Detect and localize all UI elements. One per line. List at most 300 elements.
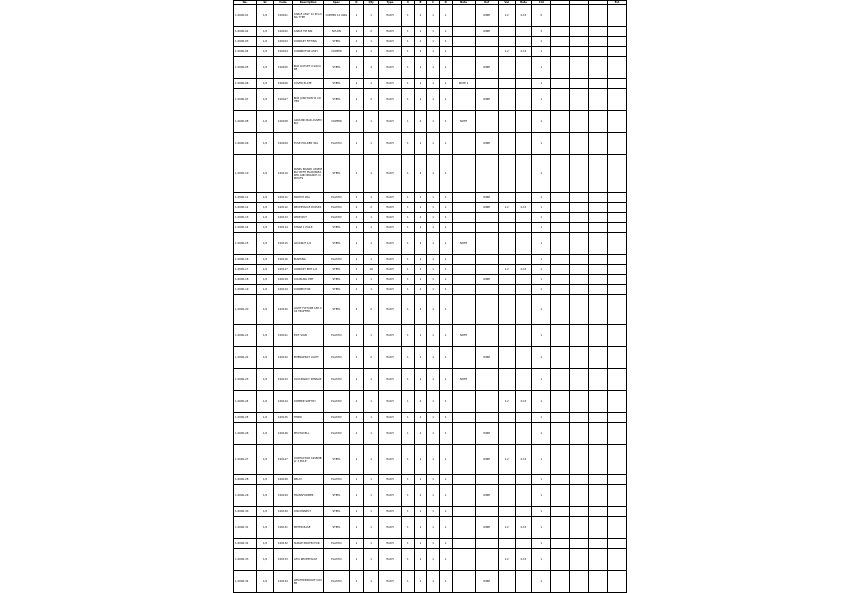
table-cell: 1-0000-01 bbox=[234, 5, 257, 27]
table-cell bbox=[570, 37, 589, 47]
table-cell: 1 bbox=[532, 445, 551, 475]
table-cell: 1 bbox=[364, 213, 379, 223]
table-cell: 1 bbox=[532, 133, 551, 155]
table-cell bbox=[498, 275, 515, 285]
table-cell: 1 bbox=[532, 265, 551, 275]
table-cell: 1 bbox=[402, 89, 415, 111]
table-cell: 1 bbox=[414, 89, 427, 111]
table-cell: 1-0000-28 bbox=[234, 475, 257, 485]
table-cell bbox=[452, 27, 475, 37]
table-cell: 1 bbox=[414, 571, 427, 593]
table-cell: 1 bbox=[427, 57, 440, 79]
table-cell bbox=[551, 507, 570, 517]
table-cell bbox=[515, 571, 532, 593]
table-cell: 1 bbox=[402, 213, 415, 223]
table-cell: 1 bbox=[439, 133, 452, 155]
table-cell: EACH bbox=[378, 79, 401, 89]
table-cell: PHOTOCELL bbox=[292, 423, 324, 445]
table-cell: STEEL bbox=[324, 79, 349, 89]
table-cell bbox=[607, 255, 626, 265]
table-cell bbox=[570, 347, 589, 369]
table-cell bbox=[570, 475, 589, 485]
table-cell: 1-0000-02 bbox=[234, 27, 257, 37]
table-cell: 1 bbox=[402, 111, 415, 133]
table-cell: 1-0000-12 bbox=[234, 203, 257, 213]
table-cell bbox=[475, 325, 498, 347]
table-cell: 1-0000-07 bbox=[234, 89, 257, 111]
table-cell: 1 bbox=[364, 549, 379, 571]
table-cell: 1 bbox=[439, 391, 452, 413]
table-row bbox=[234, 369, 627, 391]
table-cell: COPPER 12 AWG bbox=[324, 5, 349, 27]
table-row bbox=[234, 549, 627, 571]
column-header: B bbox=[414, 1, 427, 5]
table-cell: 100131 bbox=[273, 517, 292, 539]
table-cell: EACH bbox=[378, 347, 401, 369]
table-cell: 1 bbox=[439, 369, 452, 391]
table-cell: 1/2 bbox=[257, 111, 274, 133]
table-cell: 1 bbox=[532, 57, 551, 79]
table-cell: EACH bbox=[378, 369, 401, 391]
table-cell bbox=[498, 539, 515, 549]
table-cell bbox=[515, 347, 532, 369]
table-cell bbox=[589, 233, 608, 255]
table-row bbox=[234, 57, 627, 79]
table-cell: 1/2 bbox=[257, 571, 274, 593]
table-cell bbox=[551, 347, 570, 369]
table-cell bbox=[452, 347, 475, 369]
table-row bbox=[234, 223, 627, 233]
table-cell: 1 bbox=[427, 391, 440, 413]
table-row bbox=[234, 37, 627, 47]
table-cell bbox=[475, 539, 498, 549]
table-cell bbox=[452, 5, 475, 27]
table-cell bbox=[570, 111, 589, 133]
table-cell: 1 bbox=[349, 111, 364, 133]
table-cell: NOTE bbox=[452, 325, 475, 347]
table-cell: NOTE 1 bbox=[452, 79, 475, 89]
table-cell bbox=[475, 391, 498, 413]
table-cell bbox=[607, 203, 626, 213]
table-cell bbox=[515, 223, 532, 233]
table-cell: WIRE bbox=[475, 89, 498, 111]
table-cell: 1/2 bbox=[257, 193, 274, 203]
table-cell: 1 bbox=[532, 203, 551, 213]
table-cell: EACH bbox=[378, 89, 401, 111]
table-cell: 1-0000-23 bbox=[234, 369, 257, 391]
table-cell bbox=[515, 275, 532, 285]
table-row bbox=[234, 475, 627, 485]
table-cell: 100116 bbox=[273, 255, 292, 265]
table-cell: 1 bbox=[349, 5, 364, 27]
table-cell: 1 bbox=[402, 285, 415, 295]
table-cell: EACH bbox=[378, 413, 401, 423]
table-cell: 1 bbox=[402, 369, 415, 391]
table-cell: EMERGENCY LIGHT bbox=[292, 347, 324, 369]
table-row bbox=[234, 325, 627, 347]
table-cell: 1 bbox=[439, 285, 452, 295]
table-cell: 1 bbox=[427, 275, 440, 285]
table-cell bbox=[452, 203, 475, 213]
table-row bbox=[234, 571, 627, 593]
table-cell: 1 bbox=[532, 89, 551, 111]
table-cell bbox=[607, 369, 626, 391]
table-cell bbox=[607, 155, 626, 193]
table-cell: 1 bbox=[364, 111, 379, 133]
table-cell: 1-0000-13 bbox=[234, 213, 257, 223]
table-cell: 1 bbox=[532, 347, 551, 369]
table-cell: 1 bbox=[439, 445, 452, 475]
table-cell: 1/2 bbox=[257, 517, 274, 539]
table-cell: CONNECTOR ASSY bbox=[292, 47, 324, 57]
table-cell: 1 bbox=[439, 423, 452, 445]
table-cell: 1 bbox=[439, 571, 452, 593]
table-cell: 1-0000-19 bbox=[234, 285, 257, 295]
column-header: Ext bbox=[607, 1, 626, 5]
table-cell: 1 bbox=[402, 517, 415, 539]
table-cell: 100110 bbox=[273, 155, 292, 193]
table-cell bbox=[551, 285, 570, 295]
table-cell: 1/2 bbox=[257, 79, 274, 89]
table-cell bbox=[498, 223, 515, 233]
table-cell: 100120 bbox=[273, 295, 292, 325]
table-cell bbox=[589, 571, 608, 593]
table-cell: GROUND BAR ASSEMBLY bbox=[292, 111, 324, 133]
table-cell: 1 bbox=[364, 5, 379, 27]
table-cell: STEEL bbox=[324, 223, 349, 233]
table-cell: EACH bbox=[378, 285, 401, 295]
table-cell bbox=[551, 275, 570, 285]
table-cell: NOTE bbox=[452, 111, 475, 133]
table-cell: STEEL bbox=[324, 517, 349, 539]
table-cell bbox=[452, 275, 475, 285]
table-cell: 1 bbox=[427, 213, 440, 223]
table-cell: 2 bbox=[349, 203, 364, 213]
table-cell: 0.15 bbox=[515, 203, 532, 213]
table-cell: EACH bbox=[378, 423, 401, 445]
table-cell: 2 bbox=[414, 233, 427, 255]
table-cell bbox=[570, 517, 589, 539]
table-cell bbox=[498, 213, 515, 223]
table-cell: 1.2 bbox=[498, 391, 515, 413]
table-cell: 1/2 bbox=[257, 485, 274, 507]
table-cell bbox=[589, 325, 608, 347]
table-row bbox=[234, 295, 627, 325]
table-cell bbox=[570, 213, 589, 223]
table-cell: 1 bbox=[364, 445, 379, 475]
table-cell: PLASTIC bbox=[324, 213, 349, 223]
table-cell: 1 bbox=[364, 37, 379, 47]
table-cell bbox=[607, 507, 626, 517]
table-cell: 1 bbox=[349, 265, 364, 275]
table-cell: 1 bbox=[532, 369, 551, 391]
table-cell: 1 bbox=[364, 475, 379, 485]
table-cell bbox=[589, 391, 608, 413]
table-cell: 1-0000-25 bbox=[234, 413, 257, 423]
column-header: C bbox=[427, 1, 440, 5]
table-cell: 1 bbox=[364, 485, 379, 507]
table-cell bbox=[607, 233, 626, 255]
column-header: Q bbox=[349, 1, 364, 5]
table-cell bbox=[475, 47, 498, 57]
table-cell: 1 bbox=[414, 285, 427, 295]
table-cell: 1 bbox=[427, 295, 440, 325]
table-cell bbox=[607, 423, 626, 445]
table-cell: STEEL bbox=[324, 275, 349, 285]
table-cell: 1 bbox=[427, 325, 440, 347]
table-cell bbox=[589, 5, 608, 27]
table-cell: 1 bbox=[532, 391, 551, 413]
table-cell bbox=[515, 111, 532, 133]
table-cell: 1 bbox=[349, 233, 364, 255]
table-cell: 1 bbox=[402, 295, 415, 325]
table-cell: 1/2 bbox=[257, 27, 274, 37]
table-cell: 1.2 bbox=[498, 517, 515, 539]
table-cell bbox=[570, 255, 589, 265]
table-cell: 100127 bbox=[273, 445, 292, 475]
table-cell bbox=[452, 255, 475, 265]
table-cell: 1 bbox=[414, 275, 427, 285]
table-cell: 1-0000-17 bbox=[234, 265, 257, 275]
table-cell: 1 bbox=[349, 193, 364, 203]
table-cell: STEEL bbox=[324, 507, 349, 517]
table-cell bbox=[475, 111, 498, 133]
table-cell bbox=[498, 255, 515, 265]
table-cell: EACH bbox=[378, 571, 401, 593]
table-cell: 1 bbox=[427, 233, 440, 255]
table-cell: 1-0000-06 bbox=[234, 79, 257, 89]
table-cell bbox=[515, 539, 532, 549]
table-cell: 3 bbox=[532, 27, 551, 37]
table-cell: 100112 bbox=[273, 203, 292, 213]
table-cell: GFCI RECEPTACLE bbox=[292, 549, 324, 571]
table-cell bbox=[551, 47, 570, 57]
table-cell: 1 bbox=[427, 475, 440, 485]
table-cell bbox=[570, 391, 589, 413]
table-cell bbox=[589, 295, 608, 325]
table-cell bbox=[498, 111, 515, 133]
table-cell: BOX OUTLET 4 SQUARE bbox=[292, 57, 324, 79]
table-cell: 1 bbox=[402, 347, 415, 369]
table-cell: 100133 bbox=[273, 549, 292, 571]
table-cell: 100113 bbox=[273, 213, 292, 223]
table-cell bbox=[589, 203, 608, 213]
table-cell bbox=[475, 233, 498, 255]
table-cell: 1 bbox=[349, 155, 364, 193]
table-cell bbox=[570, 413, 589, 423]
table-cell bbox=[452, 223, 475, 233]
table-row bbox=[234, 193, 627, 203]
table-cell: 1 bbox=[402, 27, 415, 37]
table-cell bbox=[515, 193, 532, 203]
table-cell: 1 bbox=[427, 507, 440, 517]
table-cell: 2 bbox=[414, 47, 427, 57]
table-cell: 1 bbox=[364, 223, 379, 233]
table-cell: 1.2 bbox=[498, 445, 515, 475]
table-cell bbox=[589, 79, 608, 89]
table-cell: 1 bbox=[414, 223, 427, 233]
schedule-table bbox=[233, 0, 627, 593]
schedule-table-container bbox=[233, 0, 627, 585]
table-cell bbox=[475, 255, 498, 265]
table-cell: 1 bbox=[364, 79, 379, 89]
table-cell: 1 bbox=[364, 369, 379, 391]
table-cell: 2 bbox=[364, 27, 379, 37]
table-cell bbox=[452, 485, 475, 507]
table-cell bbox=[589, 517, 608, 539]
table-cell: 1 bbox=[402, 391, 415, 413]
table-cell: 1 bbox=[439, 203, 452, 213]
table-cell: 1 bbox=[427, 47, 440, 57]
table-cell bbox=[589, 285, 608, 295]
table-cell: 1 bbox=[349, 517, 364, 539]
table-cell: 1 bbox=[402, 233, 415, 255]
table-cell: 1-0000-30 bbox=[234, 507, 257, 517]
table-cell bbox=[570, 539, 589, 549]
table-cell bbox=[475, 79, 498, 89]
table-cell: 2 bbox=[364, 89, 379, 111]
table-row bbox=[234, 413, 627, 423]
table-cell: 1/2 bbox=[257, 255, 274, 265]
table-cell: CONDUIT FITTING bbox=[292, 37, 324, 47]
table-cell: 1 bbox=[532, 111, 551, 133]
table-cell: PLASTIC bbox=[324, 539, 349, 549]
table-cell bbox=[498, 571, 515, 593]
table-cell bbox=[551, 485, 570, 507]
table-row bbox=[234, 391, 627, 413]
table-cell bbox=[570, 485, 589, 507]
table-cell: EACH bbox=[378, 47, 401, 57]
table-cell: 1 bbox=[364, 255, 379, 265]
table-cell: 1 bbox=[349, 445, 364, 475]
table-cell bbox=[498, 27, 515, 37]
table-cell bbox=[515, 37, 532, 47]
table-cell: 1-0000-22 bbox=[234, 347, 257, 369]
table-cell bbox=[475, 369, 498, 391]
table-cell: EACH bbox=[378, 133, 401, 155]
table-cell: 1 bbox=[414, 213, 427, 223]
table-cell bbox=[498, 485, 515, 507]
table-cell: 1/2 bbox=[257, 507, 274, 517]
table-cell bbox=[498, 79, 515, 89]
table-cell: 1 bbox=[427, 423, 440, 445]
table-cell: 1 bbox=[402, 325, 415, 347]
table-cell bbox=[570, 295, 589, 325]
table-cell: 100111 bbox=[273, 193, 292, 203]
table-cell bbox=[515, 485, 532, 507]
table-cell: 1 bbox=[349, 89, 364, 111]
table-cell: STEEL bbox=[324, 155, 349, 193]
table-cell: SURGE PROTECTOR bbox=[292, 539, 324, 549]
table-cell: 1/2 bbox=[257, 155, 274, 193]
table-cell: PLASTIC bbox=[324, 255, 349, 265]
table-cell: 2 bbox=[349, 295, 364, 325]
table-cell: CABLE ASSY 12 IN LONG TYPE bbox=[292, 5, 324, 27]
table-cell: 1 bbox=[427, 37, 440, 47]
table-cell bbox=[515, 213, 532, 223]
table-cell: WIRE bbox=[475, 275, 498, 285]
table-cell: 1-0000-14 bbox=[234, 223, 257, 233]
table-cell bbox=[589, 37, 608, 47]
table-cell: 1 bbox=[427, 517, 440, 539]
table-cell: 1 bbox=[427, 223, 440, 233]
table-row bbox=[234, 445, 627, 475]
table-cell bbox=[607, 347, 626, 369]
table-cell: 1/2 bbox=[257, 133, 274, 155]
table-cell: EXIT SIGN bbox=[292, 325, 324, 347]
table-cell: PLASTIC bbox=[324, 423, 349, 445]
table-cell: 1 bbox=[349, 369, 364, 391]
table-cell: 1 bbox=[402, 549, 415, 571]
table-cell bbox=[607, 89, 626, 111]
table-cell: EACH bbox=[378, 27, 401, 37]
table-cell bbox=[551, 265, 570, 275]
table-cell bbox=[570, 133, 589, 155]
table-cell bbox=[551, 79, 570, 89]
table-cell: 0.15 bbox=[515, 445, 532, 475]
table-cell bbox=[570, 47, 589, 57]
table-cell bbox=[589, 423, 608, 445]
table-cell bbox=[589, 265, 608, 275]
table-cell: 1 bbox=[427, 285, 440, 295]
table-cell: STEEL bbox=[324, 233, 349, 255]
table-cell bbox=[475, 265, 498, 275]
table-cell: 1 bbox=[427, 445, 440, 475]
table-row bbox=[234, 133, 627, 155]
table-cell bbox=[475, 549, 498, 571]
table-cell: WIRE bbox=[475, 57, 498, 79]
table-cell bbox=[607, 57, 626, 79]
table-cell: COPPER bbox=[324, 47, 349, 57]
table-cell: 1-0000-29 bbox=[234, 485, 257, 507]
table-cell: 1-0000-34 bbox=[234, 571, 257, 593]
table-cell: 1 bbox=[402, 203, 415, 213]
table-cell: 1 bbox=[439, 5, 452, 27]
table-row bbox=[234, 275, 627, 285]
table-cell: PLASTIC bbox=[324, 413, 349, 423]
table-cell: 1 bbox=[402, 507, 415, 517]
table-cell bbox=[551, 475, 570, 485]
table-cell bbox=[498, 193, 515, 203]
table-cell: 1 bbox=[402, 275, 415, 285]
table-cell bbox=[607, 111, 626, 133]
table-cell: PLASTIC bbox=[324, 133, 349, 155]
table-cell: 1 bbox=[532, 233, 551, 255]
table-cell: 0.15 bbox=[515, 549, 532, 571]
table-cell: 1 bbox=[439, 255, 452, 265]
table-cell: 1/2 bbox=[257, 47, 274, 57]
table-cell: 1 bbox=[402, 413, 415, 423]
table-cell bbox=[570, 507, 589, 517]
table-cell bbox=[607, 27, 626, 37]
table-cell: 1 bbox=[439, 347, 452, 369]
table-cell: WIRE bbox=[475, 27, 498, 37]
column-header: Cnt bbox=[532, 1, 551, 5]
table-cell: 1-0000-04 bbox=[234, 47, 257, 57]
table-cell: 1 bbox=[439, 295, 452, 325]
table-cell: 1 bbox=[402, 539, 415, 549]
table-cell: 1 bbox=[364, 571, 379, 593]
table-cell: EACH bbox=[378, 507, 401, 517]
table-cell: 1 bbox=[349, 27, 364, 37]
table-cell: 1 bbox=[532, 155, 551, 193]
table-cell bbox=[551, 369, 570, 391]
table-cell: 0.15 bbox=[515, 47, 532, 57]
table-cell bbox=[589, 413, 608, 423]
table-cell: 1-0000-10 bbox=[234, 155, 257, 193]
table-cell bbox=[589, 155, 608, 193]
table-row bbox=[234, 485, 627, 507]
